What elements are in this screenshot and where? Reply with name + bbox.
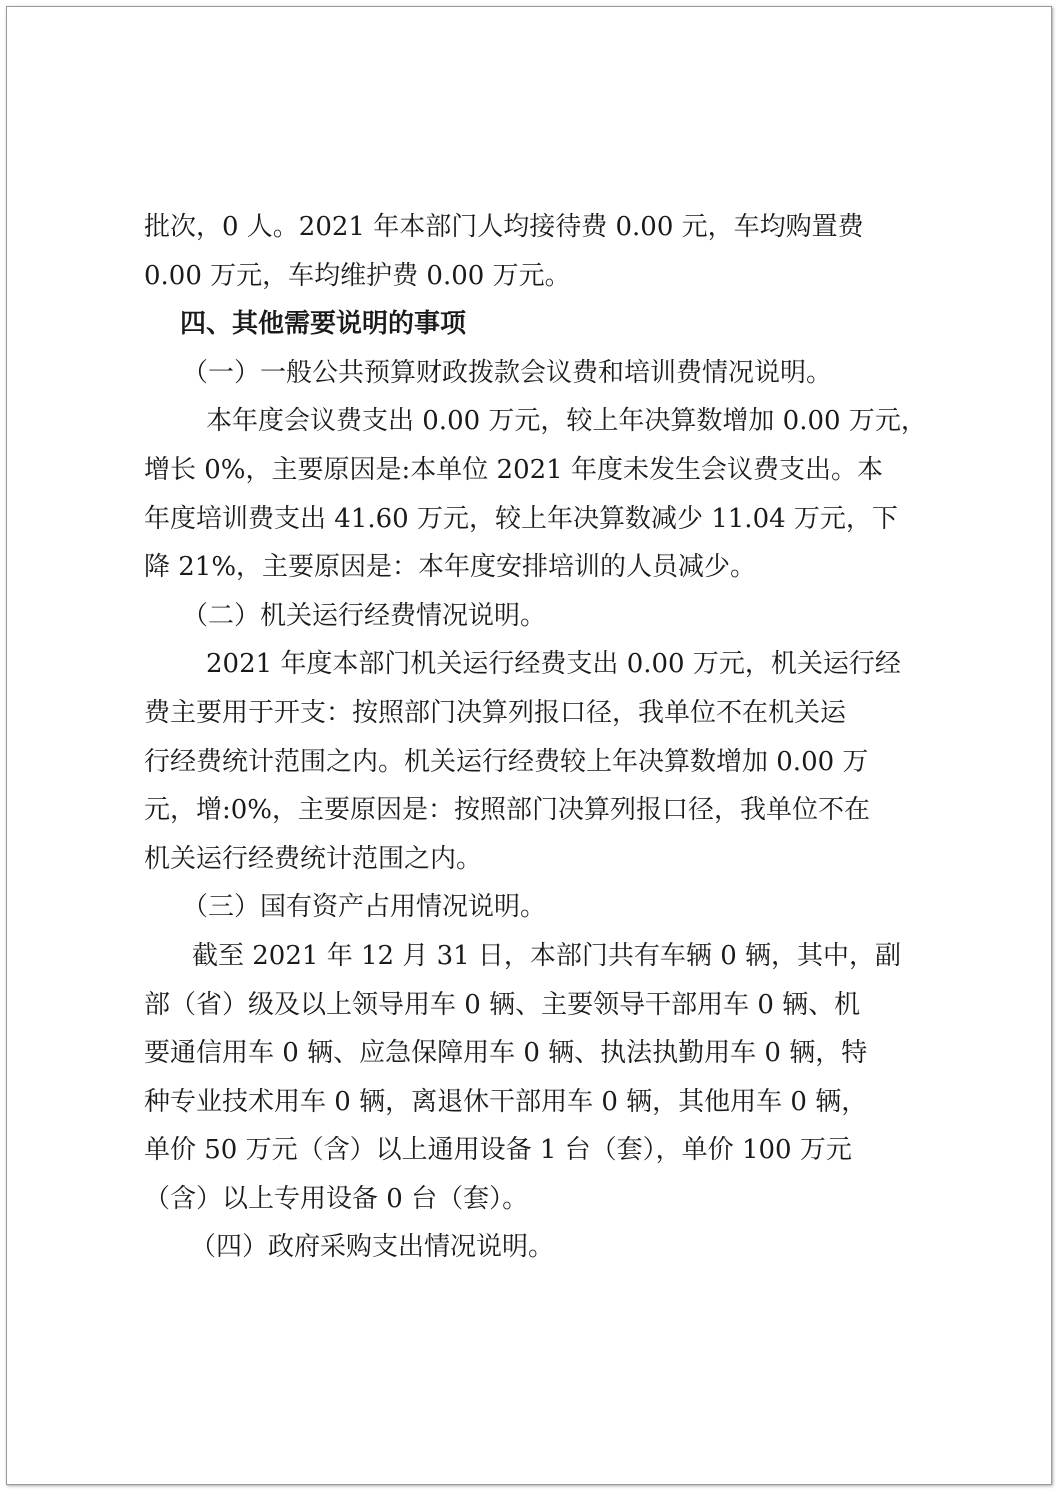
paragraph-line: 单价 50 万元（含）以上通用设备 1 台（套），单价 100 万元 — [144, 1135, 852, 1166]
paragraph-line: 降 21%，主要原因是：本年度安排培训的人员减少。 — [144, 552, 757, 583]
paragraph-line: 年度培训费支出 41.60 万元，较上年决算数减少 11.04 万元，下 — [144, 503, 898, 534]
paragraph-line: 要通信用车 0 辆、应急保障用车 0 辆、执法执勤用车 0 辆，特 — [144, 1038, 868, 1069]
paragraph-line: 部（省）级及以上领导用车 0 辆、主要领导干部用车 0 辆、机 — [144, 989, 861, 1020]
paragraph-line: 费主要用于开支：按照部门决算列报口径，我单位不在机关运 — [144, 697, 847, 728]
paragraph-line: 2021 年度本部门机关运行经费支出 0.00 万元，机关运行经 — [206, 649, 901, 680]
paragraph-line: 增长 0%，主要原因是:本单位 2021 年度未发生会议费支出。本 — [144, 454, 883, 485]
document-page — [6, 6, 1052, 1485]
paragraph-line: 截至 2021 年 12 月 31 日，本部门共有车辆 0 辆，其中，副 — [192, 940, 901, 971]
subsection-heading: （二）机关运行经费情况说明。 — [182, 600, 547, 631]
paragraph-line: （含）以上专用设备 0 台（套）。 — [144, 1183, 529, 1214]
subsection-heading: （一）一般公共预算财政拨款会议费和培训费情况说明。 — [182, 357, 833, 388]
subsection-heading: （三）国有资产占用情况说明。 — [182, 892, 547, 923]
subsection-heading: （四）政府采购支出情况说明。 — [190, 1232, 555, 1263]
paragraph-line: 行经费统计范围之内。机关运行经费较上年决算数增加 0.00 万 — [144, 746, 869, 777]
paragraph-line: 0.00 万元，车均维护费 0.00 万元。 — [144, 260, 571, 291]
paragraph-line: 批次，0 人。2021 年本部门人均接待费 0.00 元，车均购置费 — [144, 212, 864, 242]
page-body — [144, 203, 944, 1272]
paragraph-line: 元，增:0%，主要原因是：按照部门决算列报口径，我单位不在 — [144, 795, 871, 826]
paragraph-line: 机关运行经费统计范围之内。 — [144, 843, 483, 874]
section-heading: 四、其他需要说明的事项 — [180, 309, 467, 340]
paragraph-line: 种专业技术用车 0 辆，离退休干部用车 0 辆，其他用车 0 辆， — [144, 1086, 868, 1117]
paragraph-line: 本年度会议费支出 0.00 万元，较上年决算数增加 0.00 万元， — [206, 406, 927, 437]
